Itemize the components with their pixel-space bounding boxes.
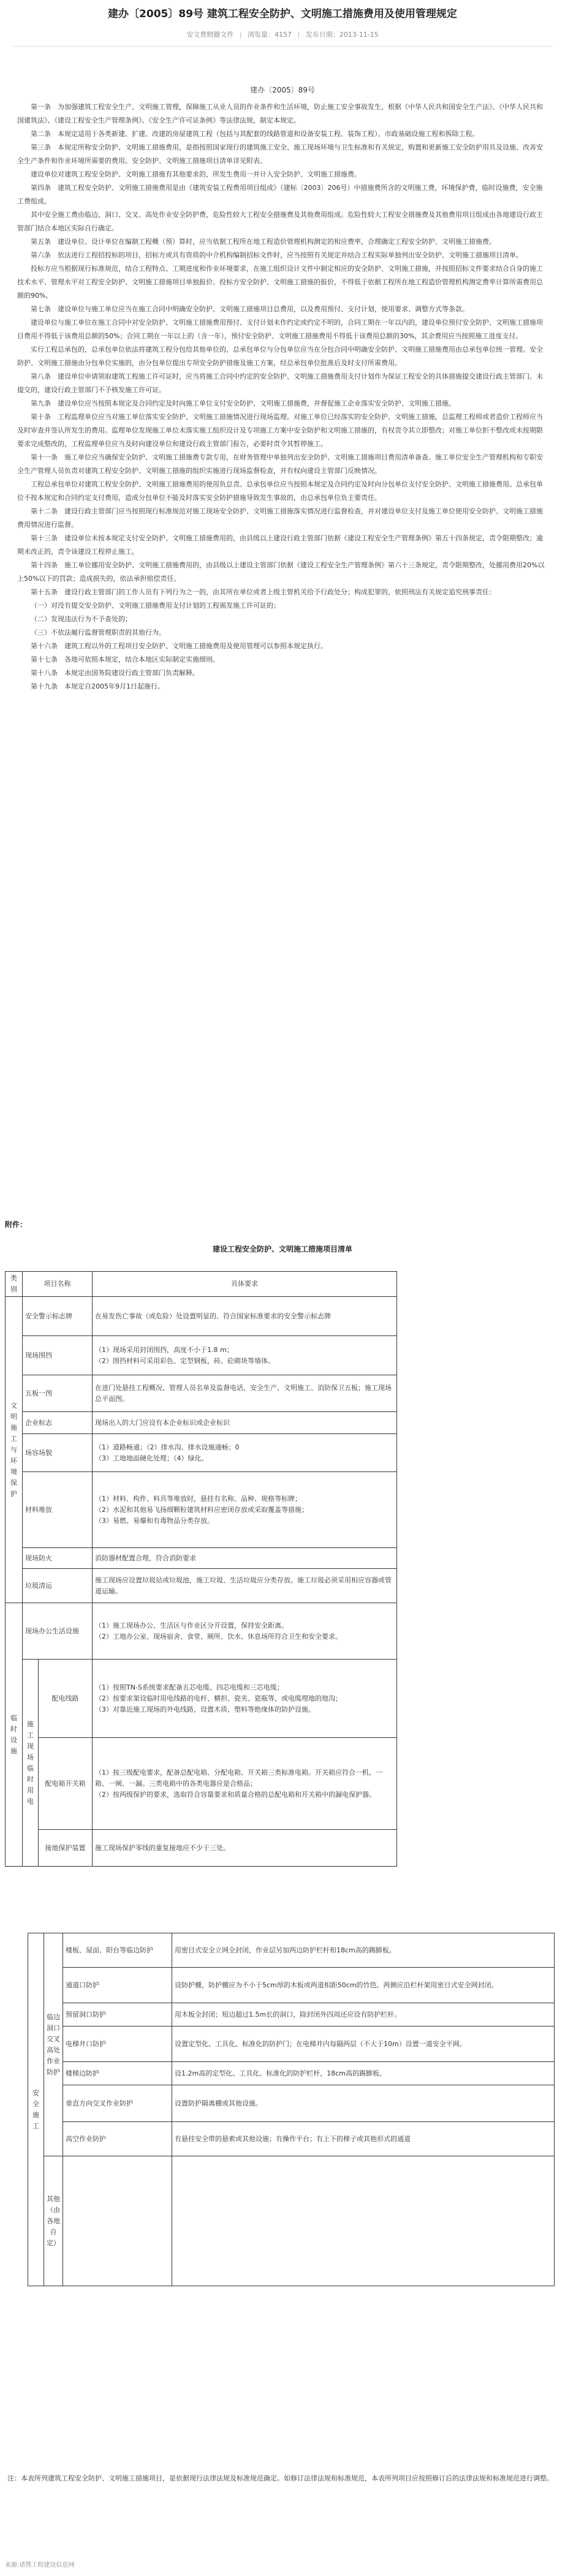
requirement-cell: 设防护棚，防护棚应为不小于5cm厚的木板或两道相距50cm的竹笆。两侧应沿栏杆架用密目式安全网封闭。 [172, 1968, 555, 2003]
meta-date: 发布日期：2013-11-15 [305, 31, 379, 39]
paragraph: 第六条 依法进行工程招投标的项目，招标方或具有资质的中介机构编制招标文件时，应当按照有关规定并结合工程实际单独列出安全防护、文明施工措施项目清单。 [31, 251, 523, 259]
header-requirement: 具体要求 [93, 1272, 397, 1297]
paragraph: 第十九条 本规定自2005年9月1日起施行。 [31, 682, 164, 690]
subitem-cell: 高空作业防护 [63, 2122, 172, 2156]
subitem-cell: 电梯井口防护 [63, 2026, 172, 2062]
subitem-cell: 垂直方向交叉作业防护 [63, 2085, 172, 2122]
footnote: 注：本表所列建筑工程安全防护、文明施工措施项目，是依据现行法律法规及标准规范确定。如修订法律法规和标准规范，本表所列项目应按照修订后的法律法规和标准规范进行调整。 [7, 2474, 553, 2482]
table-row [6, 1660, 397, 1738]
item-cell: 临边洞口交叉高处作业防护 [44, 1933, 63, 2156]
article-meta: 安文费精髓文件 | 浏览量：4157 | 发布日期：2013-11-15 [186, 31, 379, 39]
table-row [6, 1830, 397, 1867]
paragraph: 投标方应当根据现行标准规范，结合工程特点、工期进度和作业环境要求，在施工组织设计文件中制定相应的安全防护、文明施工措施，并按照招标文件要求结合自身的施工技术水平、管理水平对工程安全防护、文明施工措施项目单独报价。投标方安全防护、文明施工措施的报价，不得低于依据工程所在地工程造价管理机构测定费率计算所需费用总额的90%。 [17, 265, 543, 300]
item-cell: 五板一图 [23, 1375, 93, 1412]
paragraph: 第十四条 施工单位挪用安全防护、文明施工措施费用的，由县级以上建设主管部门依据《建设工程安全生产管理条例》第六十三条规定，责令限期整改，处挪用费用20%以上50%以下的罚款；造成损失的，依法承担赔偿责任。 [17, 561, 545, 583]
paragraph: 工程总承包单位对建筑工程安全防护、文明施工措施费用的使用负总责。总承包单位应当按照本规定及合同约定及时向分包单位支付安全防护、文明施工措施费用。总承包单位不按本规定和合同约定支付费用，造成分包单位不能及时落实安全防护措施导致发生事故的，由总承包单位负主要责任。 [17, 480, 543, 502]
subitem-cell: 楼梯边防护 [63, 2062, 172, 2085]
subitem-cell: 接地保护装置 [39, 1830, 93, 1867]
table-row [28, 2003, 555, 2026]
requirement-cell: 设1.2m高的定型化、工具化、标准化的防护栏杆，18cm高的踢脚板。 [172, 2062, 555, 2085]
requirement-cell: 施工现场应设置垃圾站或垃圾池，施工垃圾、生活垃圾应分类存放。施工垃圾必须采用相应容器或管道运输。 [93, 1569, 397, 1603]
table-row [6, 1336, 397, 1375]
requirement-cell: （1）按三级配电要求，配备总配电箱、分配电箱、开关箱三类标准电箱。开关箱应符合一机、一箱、一闸、一漏。三类电箱中的各类电器应是合格品； （2）按两级保护的要求，选取符合容量要求和质量合格的总配电箱和开关箱中的漏电保护器。 [93, 1738, 397, 1830]
paragraph: 第二条 本规定适用于各类新建、扩建、改建的房屋建筑工程（包括与其配套的线路管道和设备安装工程、装饰工程）、市政基础设施工程和拆除工程。 [31, 130, 479, 138]
table-row [28, 2122, 555, 2156]
requirement-cell: （1）按照TN-S系统要求配备五芯电缆、四芯电缆和三芯电缆； （2）按要求架设临时用电线路的电杆、横担、瓷夹、瓷瓶等，或电缆埋地的地沟； （3）对靠近施工现场的外电线路，设置木质、塑料等绝缘体的防护设施。 [93, 1660, 397, 1738]
item-cell: 企业标志 [23, 1412, 93, 1434]
item-cell: 其他（由各地自定） [44, 2156, 63, 2286]
source-credit: 来源:诸暨工程建设信息网 [5, 2562, 75, 2569]
paragraph: 第一条 为加强建筑工程安全生产、文明施工管理，保障施工从业人员的作业条件和生活环境，防止施工安全事故发生，根据《中华人民共和国安全生产法》、《中华人民共和国建筑法》、《建设工程安全生产管理条例》、《安全生产许可证条例》等法律法规，制定本规定。 [17, 103, 543, 124]
requirement-cell: （1）现场采用封闭围挡，高度不小于1.8 m； （2）围挡材料可采用彩色、定型钢板，砖、砼砌块等墙体。 [93, 1336, 397, 1375]
subitem-cell [63, 2156, 172, 2286]
paragraph: 第四条 建筑工程安全防护、文明施工措施费用是由《建筑安装工程费用项目组成》（建标〔2003〕206号）中措施费所含的文明施工费，环境保护费，临时设施费，安全施工费组成。 [17, 184, 543, 205]
table-row [28, 2156, 555, 2286]
subitem-cell: 通道口防护 [63, 1968, 172, 2003]
requirement-cell: （1）道路畅通；（2）排水沟、排水设施通畅；0 （3）工地地面硬化处理；（4）绿化。 [93, 1434, 397, 1472]
paragraph: 第五条 建设单位、设计单位在编制工程概（预）算时，应当依据工程所在地工程造价管理机构测定的相应费率，合理确定工程安全防护、文明施工措施费。 [31, 238, 496, 246]
table-row [6, 1738, 397, 1830]
page-title: 建办〔2005〕89号 建筑工程安全防护、文明施工措施费用及使用管理规定 [108, 8, 457, 20]
item-cell: 场容场貌 [23, 1434, 93, 1472]
paragraph: （三）不依法履行监督管理职责的其他行为。 [31, 629, 165, 636]
table-row [6, 1297, 397, 1336]
header-category: 类别 [6, 1272, 23, 1297]
paragraph: 第九条 建设单位应当按照本规定及合同约定及时向施工单位支付安全防护、文明施工措施费，并督促施工企业落实安全防护、文明施工措施。 [31, 399, 455, 407]
requirement-cell: 施工现场保护零线的重复接地应不少于三处。 [93, 1830, 397, 1867]
requirement-cell: 现场出入的大门应设有本企业标识或企业标识 [93, 1412, 397, 1434]
subitem-cell: 预留洞口防护 [63, 2003, 172, 2026]
meta-source[interactable]: 安文费精髓文件 [186, 31, 234, 39]
requirement-cell: 设置防护隔离棚或其他设施。 [172, 2085, 555, 2122]
table-row [6, 1603, 397, 1660]
paragraph: 第十条 工程监理单位应当对施工单位落实安全防护、文明施工措施情况进行现场监理。对施工单位已经落实的安全防护、文明施工措施，总监理工程师或者造价工程师应当及时审查并签认所发生的费用。监理单位发现施工单位未落实施工组织设计及专项施工方案中安全防护和文明施工措施的，有权责令其立即整改；对施工单位拒不整改或未按期限要求完成整改的，工程监理单位应当及时向建设单位和建设行政主管部门报告，必要时责令其暂停施工。 [17, 413, 543, 448]
item-cell: 现场防火 [23, 1548, 93, 1569]
item-cell: 施工现场临时用电 [23, 1660, 39, 1867]
subitem-cell: 楼板、屋面、阳台等临边防护 [63, 1933, 172, 1968]
paragraph: 第十一条 施工单位应当确保安全防护、文明施工措施费专款专用，在财务管理中单独列出安全防护、文明施工措施项目费用清单备查。施工单位安全生产管理机构和专职安全生产管理人员负责对建筑工程安全防护、文明施工措施的组织实施进行现场监督检查，并有权向建设主管部门反映情况。 [17, 453, 543, 475]
table-row [28, 2062, 555, 2085]
paragraph: 第十六条 建筑工程以外的工程项目安全防护、文明施工措施费用及使用管理可以参照本规定执行。 [31, 642, 327, 650]
category-cell: 文明施工与环境保护 [6, 1297, 23, 1603]
divider [12, 46, 553, 47]
requirement-cell: 有悬挂安全带的悬索或其他设施；有操作平台；有上下的梯子或其他形式的通道 [172, 2122, 555, 2156]
measures-table-part2 [28, 1933, 555, 2286]
item-cell: 安全警示标志牌 [23, 1297, 93, 1336]
table-row [28, 1933, 555, 1968]
paragraph: 实行工程总承包的，总承包单位依法将建筑工程分包给其他单位的，总承包单位与分包单位应当在分包合同中明确安全防护、文明施工措施费用由总承包单位统一管理。安全防护、文明施工措施由分包单位实施的，由分包单位提出专项安全防护措施及施工方案，经总承包单位批准后及时支付所需费用。 [17, 346, 543, 367]
paragraph: 第十五条 建设行政主管部门的工作人员有下列行为之一的，由其所在单位或者上级主管机关给予行政处分；构成犯罪的，依照刑法有关规定追究刑事责任： [31, 588, 496, 596]
table-row [6, 1472, 397, 1548]
requirement-cell: 设置定型化、工具化、标准化的防护门；在电梯井内每隔两层（不大于10m）设置一道安全平网。 [172, 2026, 555, 2062]
requirement-cell: 在易发伤亡事故（或危险）处设置明显的、符合国家标准要求的安全警示标志牌 [93, 1297, 397, 1336]
category-cell: 安全施工 [28, 1933, 44, 2286]
paragraph: （一）对没有提交安全防护、文明施工措施费用支付计划的工程颁发施工许可证的； [31, 602, 280, 610]
requirement-cell: （1）施工现场办公、生活区与作业区分开设置，保持安全距离。 （2）工地办公室、现场宿舍、食堂、厕所、饮水、休息场所符合卫生和安全要求。 [93, 1603, 397, 1660]
paragraph: 其中安全施工费由临边、洞口、交叉、高处作业安全防护费，危险性较大工程安全措施费及其他费用组成。危险性较大工程安全措施费及其他费用项目组成由各地建设行政主管部门结合本地区实际自行确定。 [17, 211, 543, 232]
subitem-cell: 配电线路 [39, 1660, 93, 1738]
subitem-cell: 配电箱开关箱 [39, 1738, 93, 1830]
table-row [28, 2026, 555, 2062]
item-cell: 垃圾清运 [23, 1569, 93, 1603]
item-cell: 材料堆放 [23, 1472, 93, 1548]
table-row [6, 1434, 397, 1472]
paragraph: 第八条 建设单位申请领取建筑工程施工许可证时，应当将施工合同中约定的安全防护、文明施工措施费用支付计划作为保证工程安全的具体措施提交建设行政主管部门。未提交的，建设行政主管部门不予核发施工许可证。 [17, 372, 543, 394]
item-cell: 现场办公生活设施 [23, 1603, 93, 1660]
table-row [28, 2085, 555, 2122]
requirement-cell [172, 2156, 555, 2286]
requirement-cell: 消防器材配置合理，符合消防要求 [93, 1548, 397, 1569]
table-title: 建设工程安全防护、文明施工措施项目清单 [212, 1245, 352, 1253]
attachment-label: 附件： [5, 1220, 28, 1229]
paragraph: 建设单位对建筑工程安全防护、文明施工措施有其他要求的，所发生费用一并计入安全防护、文明施工措施费。 [31, 170, 361, 178]
item-cell: 现场围挡 [23, 1336, 93, 1375]
paragraph: 第十三条 建设单位未按本规定支付安全防护、文明施工措施费用的，由县级以上建设行政主管部门依据《建设工程安全生产管理条例》第五十四条规定，责令限期整改；逾期未改正的，责令该建设工程停止施工。 [17, 534, 543, 556]
paragraph: 第三条 本规定所称安全防护、文明施工措施费用，是指按照国家现行的建筑施工安全、施工现场环境与卫生标准和有关规定，购置和更新施工安全防护用具及设施、改善安全生产条件和作业环境所需要的费用。安全防护、文明施工措施项目清单详见附表。 [17, 143, 543, 165]
meta-views: 浏览量：4157 [248, 31, 292, 39]
paragraph: 第十八条 本规定由国务院建设行政主管部门负责解释。 [31, 669, 199, 677]
paragraph: 第七条 建设单位与施工单位应当在施工合同中明确安全防护、文明施工措施项目总费用，以及费用预付、支付计划，使用要求、调整方式等条款。 [31, 305, 469, 313]
document-number: 建办〔2005〕89号 [250, 86, 315, 94]
paragraph: （二）发现违法行为不予查处的； [31, 615, 132, 623]
table-row [6, 1375, 397, 1412]
requirement-cell: 在进门处悬挂工程概况、管理人员名单及监督电话、安全生产、文明施工、消防保卫五板；施工现场总平面图。 [93, 1375, 397, 1412]
table-row [28, 1968, 555, 2003]
table-row [6, 1412, 397, 1434]
paragraph: 第十七条 各地可依照本规定，结合本地区实际制定实施细则。 [31, 655, 219, 663]
article-body [17, 100, 549, 693]
requirement-cell: 用木板全封闭；短边超过1.5m长的洞口，除封闭外四周还应设有防护栏杆。 [172, 2003, 555, 2026]
table-header-row [6, 1272, 397, 1297]
paragraph: 建设单位与施工单位在施工合同中对安全防护、文明施工措施费用预付、支付计划未作约定或约定不明的，合同工期在一年以内的，建设单位预付安全防护、文明施工措施项目费用不得低于该费用总额的50%；合同工期在一年以上的（含一年），预付安全防护、文明施工措施费用不得低于该费用总额的30%，其余费用应当按照施工进度支付。 [17, 319, 543, 340]
requirement-cell: （1）材料、构件、料具等堆放时，悬挂有名称、品种、规格等标牌； （2）水泥和其他易飞扬细颗粒建筑材料应密闭存放或采取覆盖等措施； （3）易燃、易爆和有毒物品分类存放。 [93, 1472, 397, 1548]
header-item: 项目名称 [23, 1272, 93, 1297]
table-row [6, 1548, 397, 1569]
measures-table-part1 [5, 1271, 397, 1867]
table-row [6, 1569, 397, 1603]
requirement-cell: 用密目式安全立网全封闭，作业层另加两边防护栏杆和18cm高的踢脚板。 [172, 1933, 555, 1968]
paragraph: 第十二条 建设行政主管部门应当按照现行标准规范对施工现场安全防护、文明施工措施落实情况进行监督检查，并对建设单位支付及施工单位使用安全防护、文明施工措施费用情况进行监督。 [17, 507, 543, 529]
category-cell: 临时设施 [6, 1603, 23, 1867]
